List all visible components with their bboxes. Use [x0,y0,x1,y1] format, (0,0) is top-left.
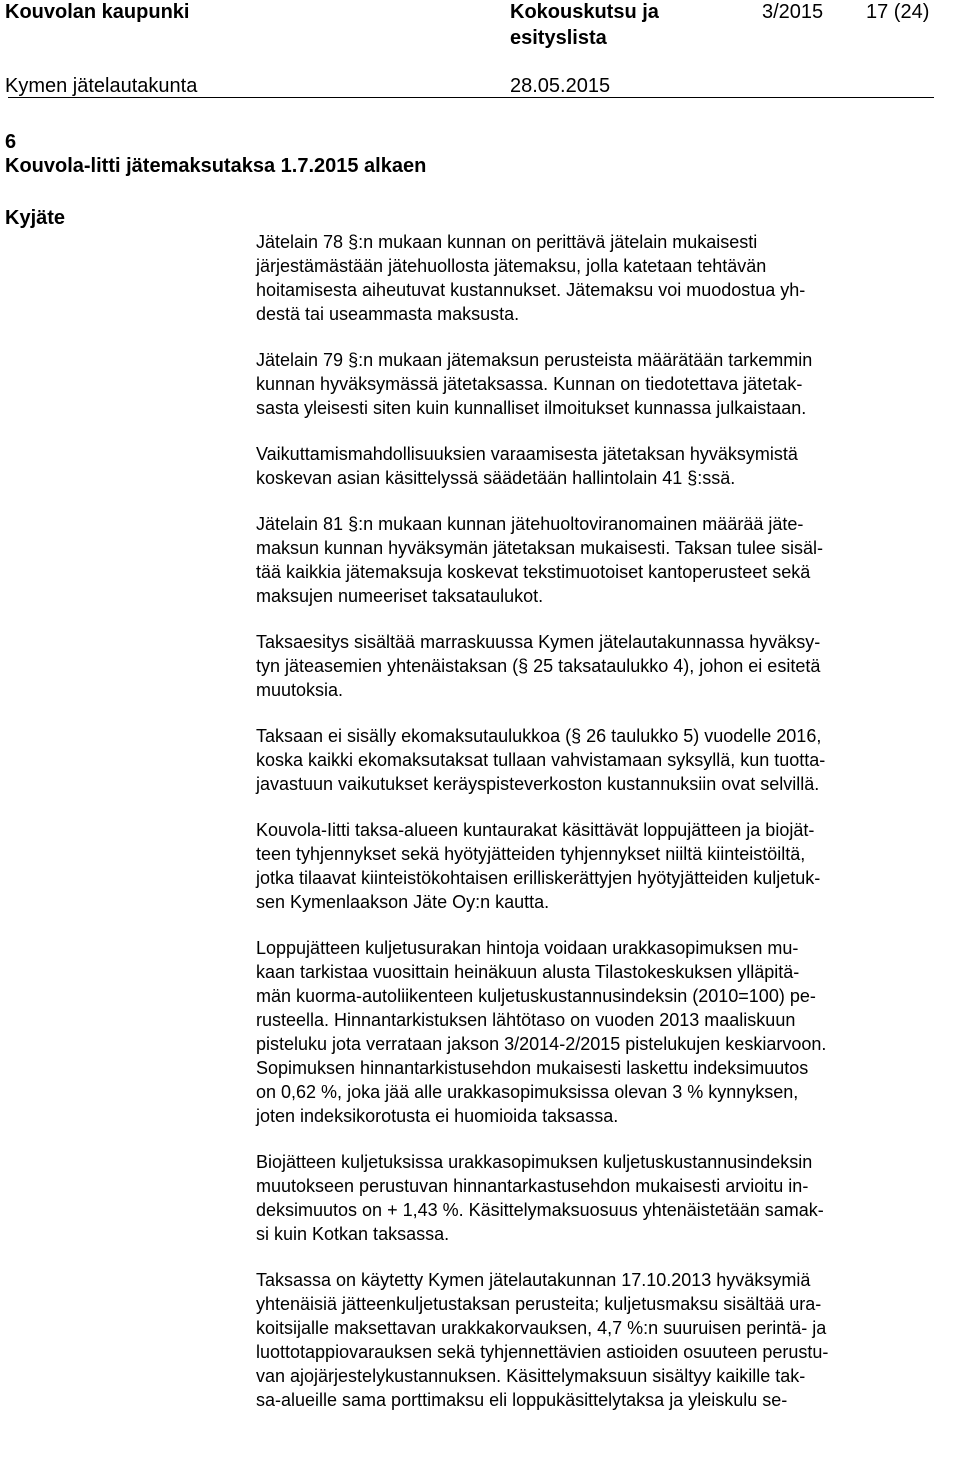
paragraph-line: järjestämästään jätehuollosta jätemaksu, jolla katetaan tehtävän [256,256,767,276]
paragraph-line: män kuorma-autoliikenteen kuljetuskustannusindeksin (2010=100) pe- [256,986,816,1006]
paragraph-line: on 0,62 %, joka jää alle urakkasopimuksissa olevan 3 % kynnyksen, [256,1082,799,1102]
paragraph-line: luottotappiovarauksen sekä tyhjennettävien astioiden osuuteen perustu- [256,1342,829,1362]
section-title: Kouvola-litti jätemaksutaksa 1.7.2015 alkaen [5,155,427,177]
paragraph-line: kaan tarkistaa vuosittain heinäkuun alusta Tilastokeskuksen ylläpitä- [256,962,800,982]
paragraph-line: Jätelain 78 §:n mukaan kunnan on perittävä jätelain mukaisesti [256,232,758,252]
paragraph-line: javastuun vaikutukset keräyspisteverkoston kustannuksiin ovat selvillä. [256,774,820,794]
organization-name: Kouvolan kaupunki [5,1,190,23]
paragraph [256,512,936,608]
paragraph-line: koitsijalle maksettavan urakkakorvauksen, 4,7 %:n suuruisen perintä- ja [256,1318,827,1338]
paragraph-line: Jätelain 79 §:n mukaan jätemaksun perusteista määrätään tarkemmin [256,350,813,370]
paragraph-line: Taksaan ei sisälly ekomaksutaulukkoa (§ 26 taulukko 5) vuodelle 2016, [256,726,822,746]
paragraph-line: Jätelain 81 §:n mukaan kunnan jätehuoltoviranomainen määrää jäte- [256,514,804,534]
paragraph-line: muutokseen perustuvan hinnantarkastusehdon mukaisesti arvioitu in- [256,1176,809,1196]
paragraph-line: tää kaikkia jätemaksuja koskevat tekstimuotoiset kantoperusteet sekä [256,562,811,582]
body-text [256,230,936,1434]
paragraph [256,818,936,914]
paragraph-line: si kuin Kotkan taksassa. [256,1224,450,1244]
page-number: 17 (24) [866,1,930,23]
paragraph-line: deksimuutos on + 1,43 %. Käsittelymaksuosuus yhtenäistetään samak- [256,1200,824,1220]
paragraph-line: Taksaesitys sisältää marraskuussa Kymen jätelautakunnassa hyväksy- [256,632,821,652]
paragraph-line: muutoksia. [256,680,344,700]
paragraph-line: destä tai useammasta maksusta. [256,304,520,324]
paragraph-line: rusteella. Hinnantarkistuksen lähtötaso on vuoden 2013 maaliskuun [256,1010,796,1030]
paragraph-line: kunnan hyväksymässä jätetaksassa. Kunnan on tiedotettava jätetak- [256,374,803,394]
paragraph-line: yhtenäisiä jätteenkuljetustaksan perusteita; kuljetusmaksu sisältää ura- [256,1294,822,1314]
paragraph-line: maksujen numeeriset taksataulukot. [256,586,544,606]
paragraph [256,1268,936,1412]
paragraph-line: hoitamisesta aiheutuvat kustannukset. Jätemaksu voi muodostua yh- [256,280,806,300]
paragraph-line: maksun kunnan hyväksymän jätetaksan mukaisesti. Taksan tulee sisäl- [256,538,823,558]
paragraph-line: Vaikuttamismahdollisuuksien varaamisesta jätetaksan hyväksymistä [256,444,798,464]
paragraph [256,442,936,490]
paragraph-line: sen Kymenlaakson Jäte Oy:n kautta. [256,892,550,912]
paragraph-line: Loppujätteen kuljetusurakan hintoja voidaan urakkasopimuksen mu- [256,938,799,958]
paragraph-line: sasta yleisesti siten kuin kunnalliset ilmoitukset kunnassa julkaistaan. [256,398,807,418]
document-type: Kokouskutsu ja [510,1,659,23]
paragraph-line: pisteluku jota verrataan jakson 3/2014-2/2015 pistelukujen keskiarvoon. [256,1034,827,1054]
paragraph [256,230,936,326]
paragraph-line: koska kaikki ekomaksutaksat tullaan vahvistamaan syksyllä, kun tuotta- [256,750,826,770]
paragraph-line: sa-alueille sama porttimaksu eli loppukäsittelytaksa ja yleiskulu se- [256,1390,788,1410]
committee-name: Kymen jätelautakunta [5,75,198,97]
paragraph-line: Taksassa on käytetty Kymen jätelautakunnan 17.10.2013 hyväksymiä [256,1270,811,1290]
document-type-continued: esityslista [510,27,607,49]
paragraph [256,724,936,796]
meeting-number: 3/2015 [762,1,824,23]
paragraph-line: van ajojärjestelykustannuksen. Käsittelymaksuun sisältyy kaikille tak- [256,1366,806,1386]
paragraph [256,1150,936,1246]
meeting-date: 28.05.2015 [510,75,611,97]
paragraph-line: joten indeksikorotusta ei huomioida taksassa. [256,1106,619,1126]
paragraph-line: Biojätteen kuljetuksissa urakkasopimuksen kuljetuskustannusindeksin [256,1152,813,1172]
paragraph-line: teen tyhjennykset sekä hyötyjätteiden tyhjennykset niiltä kiinteistöiltä, [256,844,806,864]
paragraph-line: koskevan asian käsittelyssä säädetään hallintolain 41 §:ssä. [256,468,736,488]
side-heading: Kyjäte [5,207,66,229]
paragraph-line: Sopimuksen hinnantarkistusehdon mukaisesti laskettu indeksimuutos [256,1058,809,1078]
section-number: 6 [5,131,17,153]
paragraph [256,348,936,420]
paragraph-line: tyn jäteasemien yhtenäistaksan (§ 25 taksataulukko 4), johon ei esitetä [256,656,821,676]
paragraph-line: Kouvola-Iitti taksa-alueen kuntaurakat käsittävät loppujätteen ja biojät- [256,820,815,840]
paragraph [256,630,936,702]
header-divider [8,97,934,98]
paragraph [256,936,936,1128]
paragraph-line: jotka tilaavat kiinteistökohtaisen erilliskerättyjen hyötyjätteiden kuljetuk- [256,868,821,888]
